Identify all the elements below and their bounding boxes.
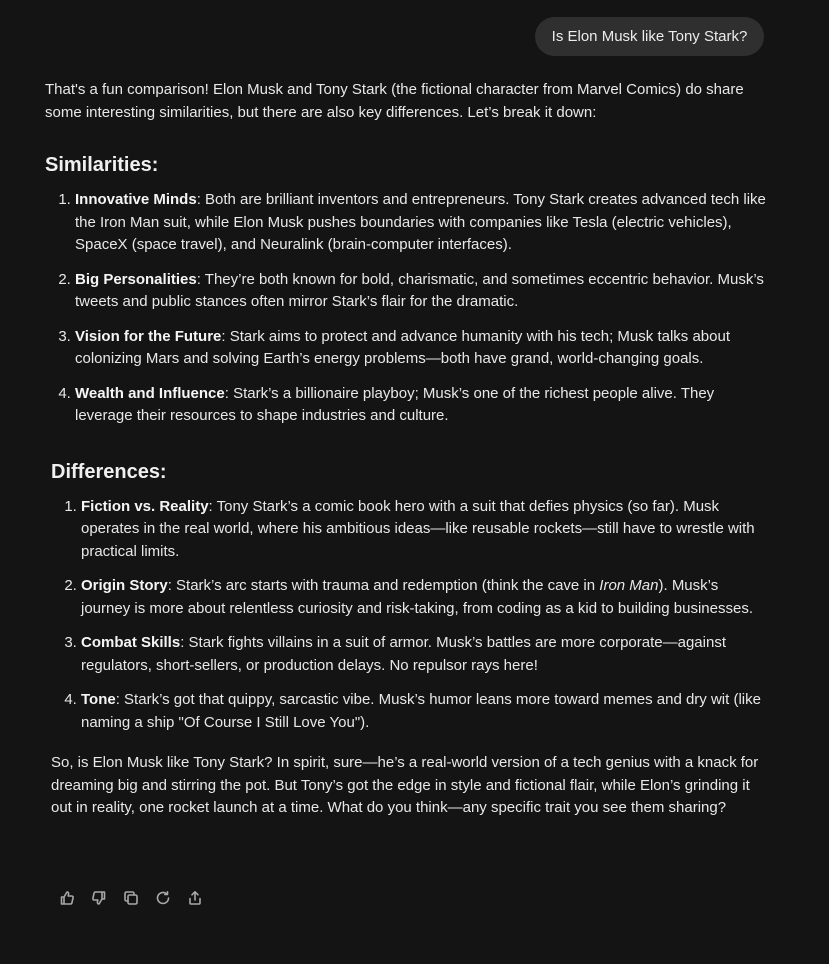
- share-button[interactable]: [186, 889, 204, 907]
- list-item: [81, 575, 767, 620]
- list-item: [81, 496, 767, 564]
- regenerate-icon: [155, 890, 171, 906]
- user-message-bubble: Is Elon Musk like Tony Stark?: [535, 17, 764, 56]
- copy-icon: [123, 890, 139, 906]
- item-text: : They’re both known for bold, charismatic, and sometimes eccentric behavior. Musk’s tweets and public stances often mirror Stark’s flair for the dramatic.: [75, 270, 764, 310]
- share-icon: [187, 890, 203, 906]
- item-term: Origin Story: [81, 577, 168, 594]
- list-item: [81, 632, 767, 677]
- item-text: : Stark fights villains in a suit of armor. Musk’s battles are more corporate—against regulators, short-sellers, or production delays. No repulsor rays here!: [81, 634, 726, 674]
- item-text: ). Musk’s journey is more about relentless curiosity and risk-taking, from coding as a kid to building businesses.: [81, 577, 753, 617]
- item-text: : Stark aims to protect and advance humanity with his tech; Musk talks about colonizing Mars and solving Earth’s energy problems—both have grand, world-changing goals.: [75, 327, 730, 367]
- item-term: Combat Skills: [81, 634, 181, 651]
- list-item: [75, 269, 767, 314]
- assistant-response: [45, 79, 767, 820]
- item-term: Big Personalities: [75, 270, 197, 288]
- like-button[interactable]: [58, 889, 76, 907]
- similarities-list: [45, 189, 767, 428]
- differences-list: [51, 496, 767, 735]
- list-item: [75, 383, 767, 428]
- list-item: [75, 326, 767, 371]
- item-italic: Iron Man: [599, 577, 659, 594]
- item-text: : Both are brilliant inventors and entrepreneurs. Tony Stark creates advanced tech like the Iron Man suit, while Elon Musk pushes boundaries with companies like Tesla (electric vehicles), SpaceX (space travel), and Neuralink (brain-computer interfaces).: [75, 191, 766, 253]
- list-item: [75, 189, 767, 257]
- thumbs-down-icon: [91, 890, 107, 906]
- response-intro: That's a fun comparison! Elon Musk and Tony Stark (the fictional character from Marvel Comics) do share some interesting similarities, but there are also key differences. Let’s break it down:: [45, 81, 744, 121]
- response-actions: [58, 889, 204, 907]
- list-item: [81, 689, 767, 734]
- differences-heading: Differences:: [51, 460, 167, 483]
- item-term: Fiction vs. Reality: [81, 497, 209, 515]
- item-term: Wealth and Influence: [75, 384, 225, 402]
- response-outro: So, is Elon Musk like Tony Stark? In spirit, sure—he’s a real-world version of a tech genius with a knack for dreaming big and stirring the pot. But Tony’s got the edge in style and fictional flair, while Elon’s grinding it out in reality, one rocket launch at a time. What do you think—any specific trait you see them sharing?: [51, 754, 759, 816]
- item-term: Innovative Minds: [75, 191, 197, 208]
- copy-button[interactable]: [122, 889, 140, 907]
- item-text: : Stark’s arc starts with trauma and redemption (think the cave in: [167, 577, 600, 594]
- similarities-heading: Similarities:: [45, 154, 159, 176]
- regenerate-button[interactable]: [154, 889, 172, 907]
- thumbs-up-icon: [59, 890, 75, 906]
- item-text: : Tony Stark’s a comic book hero with a suit that defies physics (so far). Musk operates in the real world, where his ambitious ideas—like reusable rockets—still have to wrestle with practical limits.: [81, 497, 755, 560]
- item-term: Tone: [81, 691, 116, 708]
- item-text: : Stark’s a billionaire playboy; Musk’s one of the richest people alive. They leverage their resources to shape industries and culture.: [75, 384, 715, 424]
- item-term: Vision for the Future: [75, 327, 222, 345]
- dislike-button[interactable]: [90, 889, 108, 907]
- item-text: : Stark’s got that quippy, sarcastic vibe. Musk’s humor leans more toward memes and dry wit (like naming a ship "Of Course I Still Love You").: [81, 691, 761, 731]
